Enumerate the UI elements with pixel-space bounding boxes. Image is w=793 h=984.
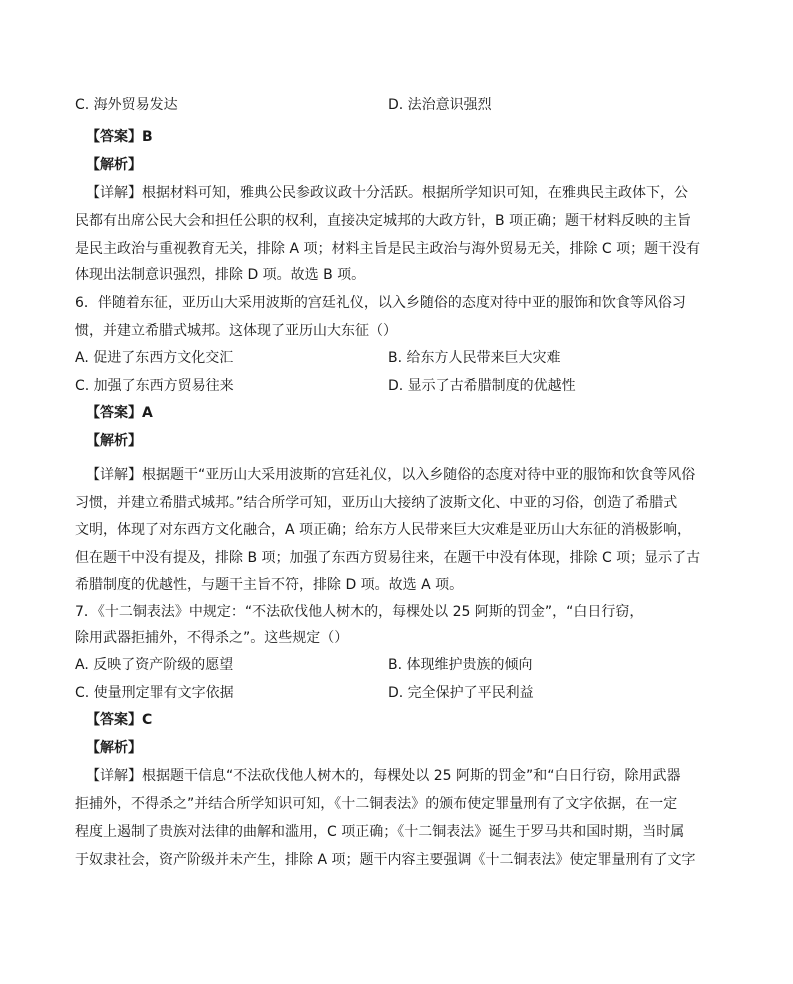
q6-detail-line: 文明，体现了对东西方文化融合，A 项正确；给东方人民带来巨大灾难是亚历山大东征的消极影响， bbox=[75, 522, 692, 538]
q5-detail-line: 是民主政治与重视教育无关，排除 A 项；材料主旨是民主政治与海外贸易无关，排除 C 项；题干没有 bbox=[75, 241, 701, 257]
q7-option-b: B. 体现维护贵族的倾向 bbox=[388, 657, 533, 673]
q5-detail-line: 体现出法制意识强烈，排除 D 项。故选 B 项。 bbox=[75, 267, 366, 283]
q7-stem-line: 除用武器拒捕外，不得杀之”。这些规定（） bbox=[75, 630, 349, 646]
q6-analysis-label: 【解析】 bbox=[86, 433, 142, 449]
q5-answer: 【答案】B bbox=[86, 129, 153, 145]
q6-option-b: B. 给东方人民带来巨大灾难 bbox=[388, 350, 561, 366]
q6-detail-line: 【详解】根据题干“亚历山大采用波斯的宫廷礼仪，以入乡随俗的态度对待中亚的服饰和饮食等风俗 bbox=[86, 467, 696, 483]
q6-detail-line: 习惯，并建立希腊式城邦。”结合所学可知，亚历山大接纳了波斯文化、中亚的习俗，创造了希腊式 bbox=[75, 495, 678, 511]
q7-option-d: D. 完全保护了平民利益 bbox=[388, 685, 534, 701]
q5-detail-line: 民都有出席公民大会和担任公职的权利，直接决定城邦的大政方针，B 项正确；题干材料反映的主旨 bbox=[75, 213, 692, 229]
q7-detail-line: 程度上遏制了贵族对法律的曲解和滥用，C 项正确；《十二铜表法》诞生于罗马共和国时期，当时属 bbox=[75, 824, 685, 840]
q6-option-d: D. 显示了古希腊制度的优越性 bbox=[388, 378, 576, 394]
q5-analysis-label: 【解析】 bbox=[86, 157, 142, 173]
q6-option-c: C. 加强了东西方贸易往来 bbox=[75, 378, 234, 394]
q7-detail-line: 于奴隶社会，资产阶级并未产生，排除 A 项；题干内容主要强调《十二铜表法》使定罪量刑有了文字 bbox=[75, 852, 696, 868]
q7-stem-line: 7．《十二铜表法》中规定：“不法砍伐他人树木的，每棵处以 25 阿斯的罚金”，“白日行窃， bbox=[75, 604, 644, 620]
q6-option-a: A. 促进了东西方文化交汇 bbox=[75, 350, 234, 366]
q5-option-d: D. 法治意识强烈 bbox=[388, 97, 492, 113]
q6-detail-line: 但在题干中没有提及，排除 B 项；加强了东西方贸易往来，在题干中没有体现，排除 C 项；显示了古 bbox=[75, 550, 701, 566]
q7-detail-line: 【详解】根据题干信息“不法砍伐他人树木的，每棵处以 25 阿斯的罚金”和“白日行窃，除用武器 bbox=[86, 768, 681, 784]
q5-option-c: C. 海外贸易发达 bbox=[75, 97, 178, 113]
q7-option-a: A. 反映了资产阶级的愿望 bbox=[75, 657, 234, 673]
q7-option-c: C. 使量刑定罪有文字依据 bbox=[75, 685, 234, 701]
q6-detail-line: 希腊制度的优越性，与题干主旨不符，排除 D 项。故选 A 项。 bbox=[75, 577, 464, 593]
q5-detail-line: 【详解】根据材料可知，雅典公民参政议政十分活跃。根据所学知识可知，在雅典民主政体下，公 bbox=[86, 185, 688, 201]
q7-analysis-label: 【解析】 bbox=[86, 740, 142, 756]
q6-stem-line: 6．伴随着东征，亚历山大采用波斯的宫廷礼仪，以入乡随俗的态度对待中亚的服饰和饮食等风俗习 bbox=[75, 295, 686, 311]
q7-answer: 【答案】C bbox=[86, 712, 153, 728]
q6-answer: 【答案】A bbox=[86, 405, 153, 421]
q7-detail-line: 拒捕外，不得杀之”并结合所学知识可知，《十二铜表法》的颁布使定罪量刑有了文字依据，在一定 bbox=[75, 796, 678, 812]
q6-stem-line: 惯，并建立希腊式城邦。这体现了亚历山大东征（） bbox=[75, 323, 397, 339]
